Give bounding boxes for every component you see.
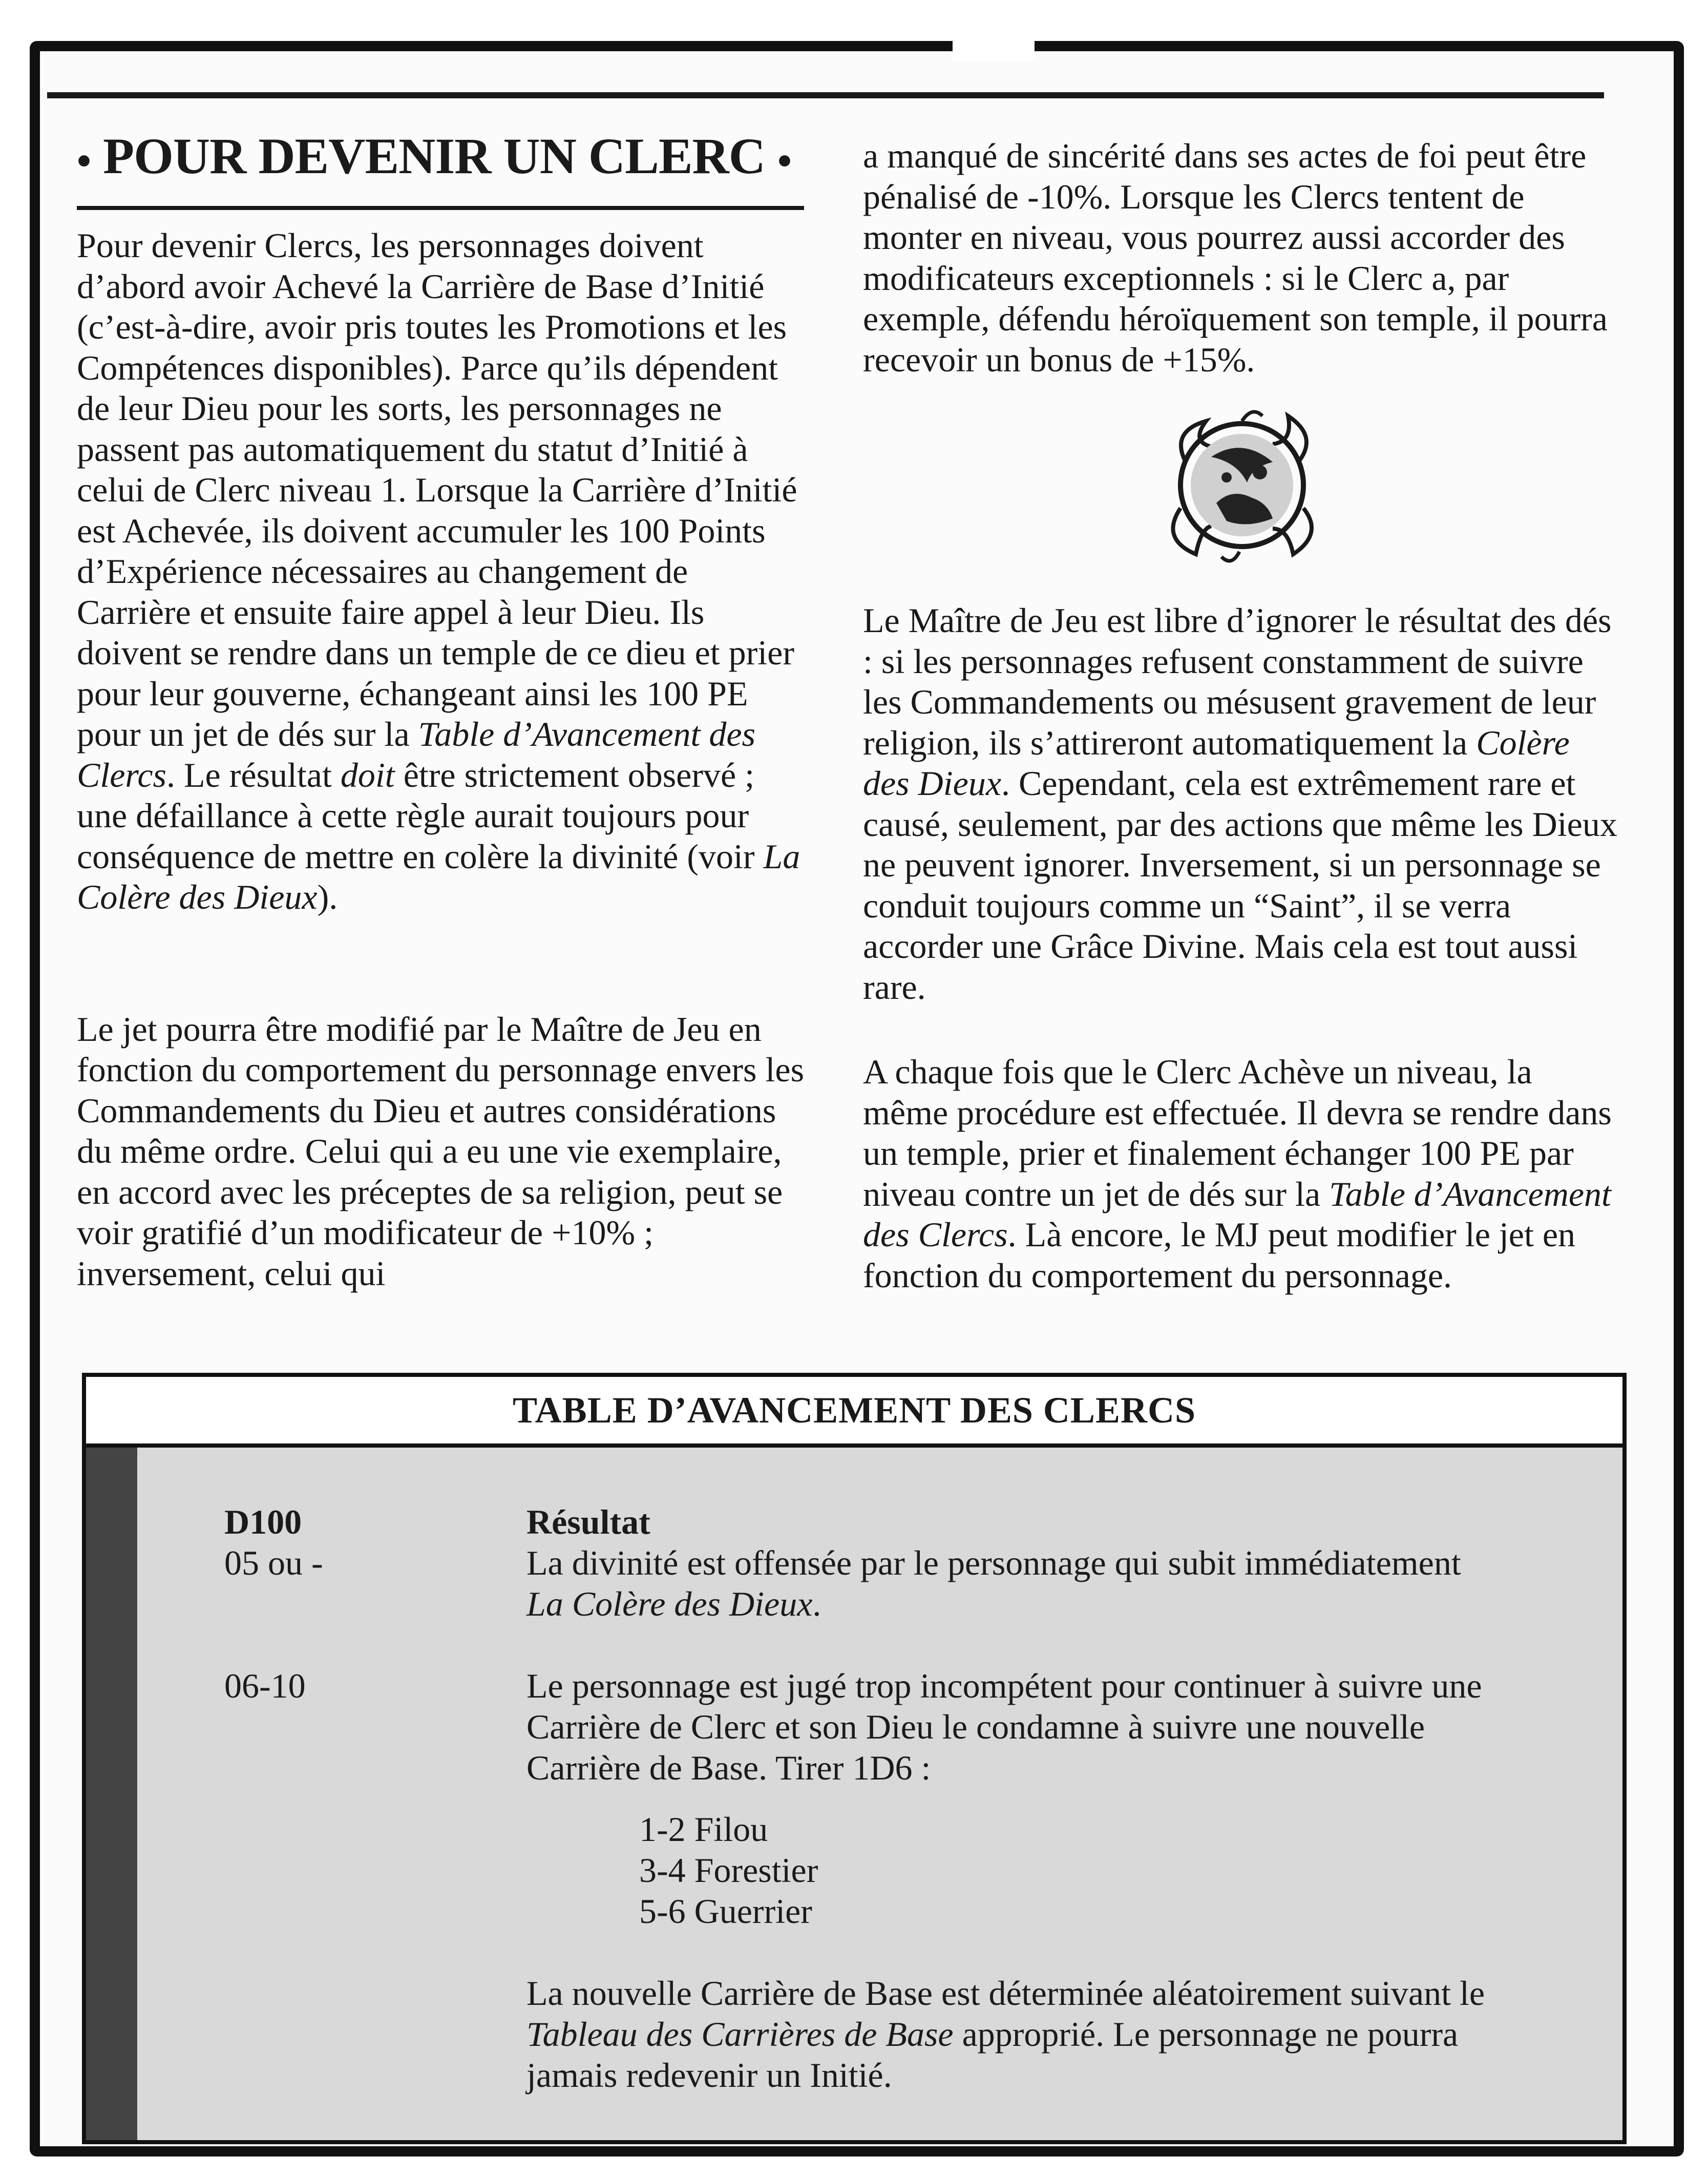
text-italic: Table d’Avancement des Clercs [77,715,756,794]
text-italic: Table d’Avancement des Clercs [863,1174,1611,1254]
frame-gap [953,34,1035,59]
left-paragraph-1 [77,225,809,918]
text-run: être strictement observé ; une défaillance à cette règle aurait toujours pour conséquence de mettre en colère la divinité (voir [77,755,764,876]
paragraph-gap [863,1008,1621,1052]
career-options [639,1809,1500,1932]
right-paragraph-3 [863,1052,1621,1296]
text-run: . Le résultat [166,755,341,794]
text-run: La divinité est offensée par le personnage qui subit immédiatement [526,1543,1461,1582]
text-run: La nouvelle Carrière de Base est déterminée aléatoirement suivant le [526,1974,1485,2013]
text-run: . [812,1584,821,1623]
text-run: . Là encore, le MJ peut modifier le jet en fonction du comportement du personnage. [863,1215,1576,1295]
table-side-bar [86,1448,137,2140]
swirl-emblem-icon [1150,401,1334,570]
heading-text: POUR DEVENIR UN CLERC [103,128,765,184]
table-body [86,1448,1622,2140]
text-run: approprié. Le personnage ne pourra jamais redevenir un Initié. [526,2015,1459,2095]
row-2-note [526,1973,1500,2096]
text-italic: Tableau des Carrières de Base [526,2015,954,2054]
option-item: 1-2 Filou [639,1810,768,1849]
row-2-roll: 06-10 [224,1666,306,1705]
right-paragraph-2 [863,600,1621,1008]
text-run: . Cependant, cela est extrêmement rare et causé, seulement, par des actions que même les Dieux ne peuvent ignorer. Inversement, si un personnage se conduit toujours comme un “Saint”, il se verra accorder une Grâce Divine. Mais cela est tout aussi rare. [863,764,1617,1007]
text-run: A chaque fois que le Clerc Achève un niveau, la même procédure est effectuée. Il devra se rendre dans un temple, prier et finalement échanger 100 PE par niveau contre un jet de dés sur la [863,1052,1612,1213]
text-italic: La Colère des Dieux [526,1584,813,1623]
text-run: ). [317,877,338,917]
right-paragraph-1: a manqué de sincérité dans ses actes de foi peut être pénalisé de -10%. Lorsque les Clercs tentent de monter en niveau, vous pourrez aussi accorder des modificateurs exceptionnels : si le Clerc a, par exemple, défendu héroïquement son temple, il pourra recevoir un bonus de +15%. [863,136,1608,379]
text-italic: La Colère des Dieux [77,836,800,917]
heading-bullet-left: • [77,139,91,184]
header-d100: D100 [224,1502,302,1541]
right-column [863,136,1621,1296]
left-paragraph-2: Le jet pourra être modifié par le Maître de Jeu en fonction du comportement du personnage envers les Commandements du Dieu et autres considérations du même ordre. Celui qui a eu une vie exemplaire, en accord avec les préceptes de sa religion, peut se voir gratifié d’un modificateur de +10% ; inversement, celui qui [77,1009,805,1293]
text-italic: Colère des Dieux [863,723,1570,803]
row-1-roll: 05 ou - [224,1543,323,1582]
text-run: Pour devenir Clercs, les personnages doivent d’abord avoir Achevé la Carrière de Base d’Initié (c’est-à-dire, avoir pris toutes les Promotions et les Compétences disponibles). Parce qu’ils dépendent de leur Dieu pour les sorts, les personnages ne passent pas automatiquement du statut d’Initié à celui de Clerc niveau 1. Lorsque la Carrière d’Initié est Achevée, ils doivent accumuler les 100 Points d’Expérience nécessaires au changement de Carrière et ensuite faire appel à leur Dieu. Ils doivent se rendre dans un temple de ce dieu et prier pour leur gouverne, échangeant ainsi les 100 PE pour un jet de dés sur la [77,226,797,754]
heading-bullet-right: • [777,139,791,184]
advancement-table [82,1373,1627,2144]
row-1-result [526,1542,1500,1624]
table-title: TABLE D’AVANCEMENT DES CLERCS [86,1377,1622,1448]
row-2-text: Le personnage est jugé trop incompétent pour continuer à suivre une Carrière de Clerc et son Dieu le condamne à suivre une nouvelle Carrière de Base. Tirer 1D6 : [526,1666,1482,1787]
paragraph-gap [77,918,809,1009]
row-2-result [526,1665,1500,2096]
option-item: 5-6 Guerrier [639,1892,812,1931]
left-column [77,128,809,1294]
header-result: Résultat [526,1502,650,1541]
option-item: 3-4 Forestier [639,1851,818,1890]
section-heading [77,128,804,210]
text-run: Le Maître de Jeu est libre d’ignorer le résultat des dés : si les personnages refusent constamment de suivre les Commandements ou mésusent gravement de leur religion, ils s’attireront automatiquement la [863,601,1612,762]
top-rule [47,92,1604,98]
text-italic: doit [340,755,395,794]
